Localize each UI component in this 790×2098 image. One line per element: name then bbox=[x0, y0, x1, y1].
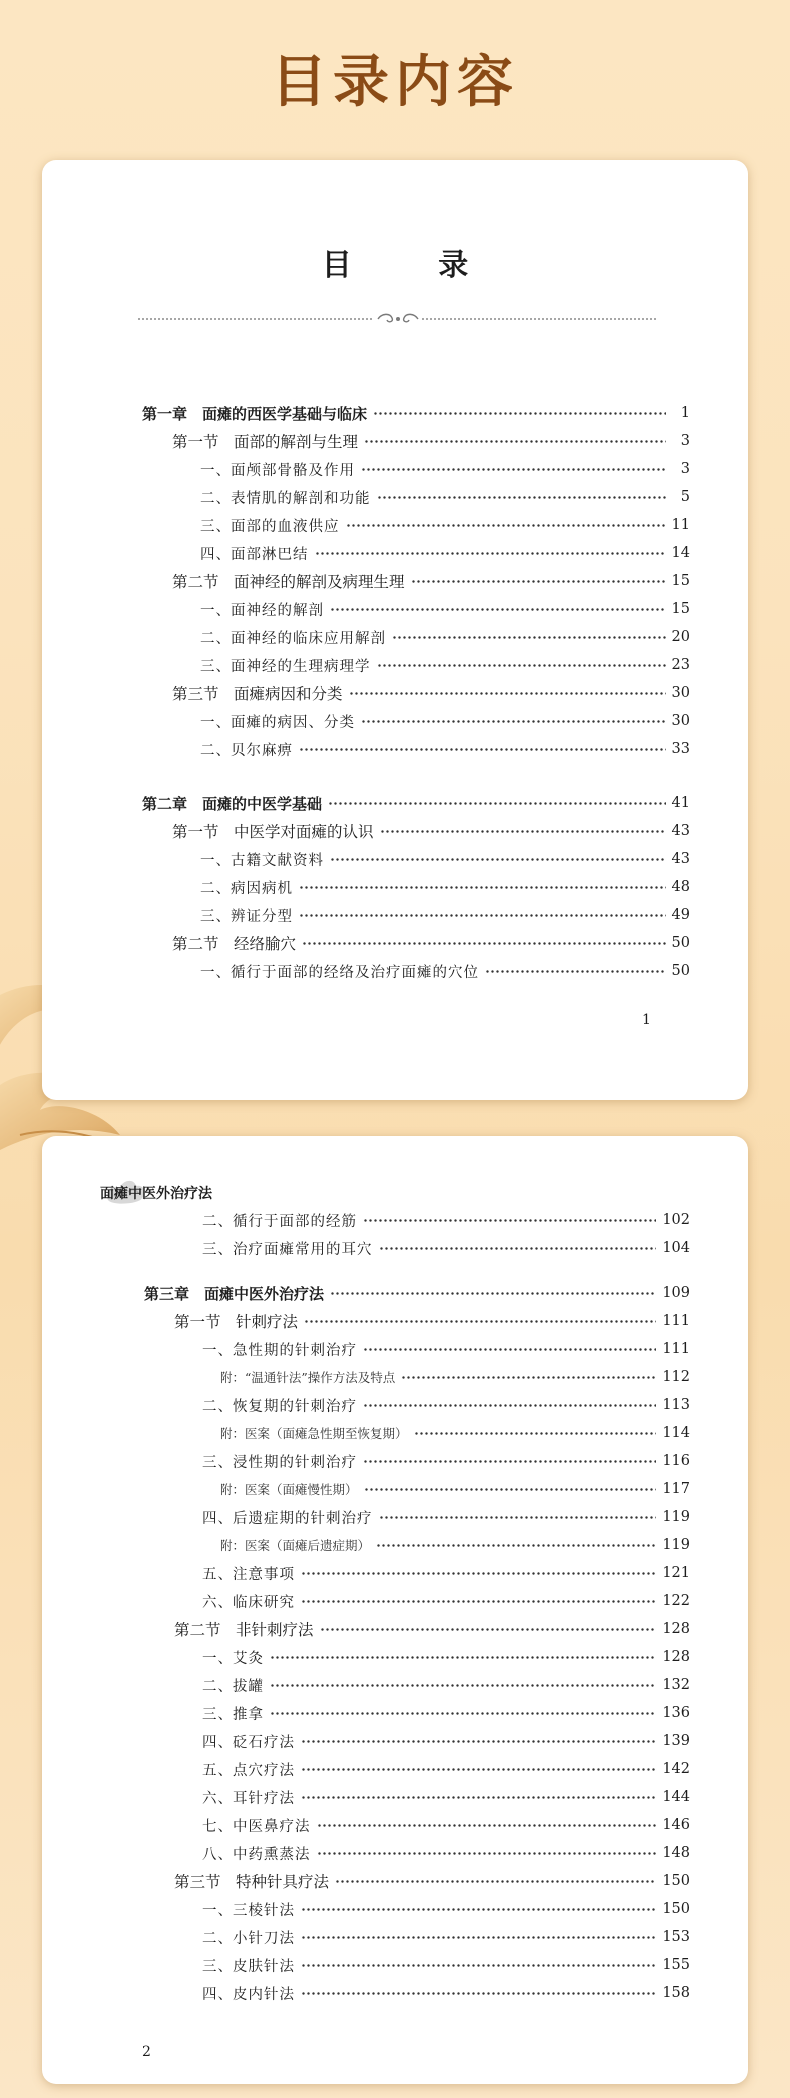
toc-entry-title: 二、表情肌的解剖和功能 bbox=[200, 490, 371, 507]
toc-entry-page: 119 bbox=[662, 1509, 690, 1525]
toc-entry-page: 30 bbox=[671, 713, 690, 729]
toc-entry-item bbox=[202, 1729, 690, 1753]
dot-leader bbox=[301, 1796, 656, 1799]
toc-entry-title: 附：“温通针法”操作方法及特点 bbox=[220, 1370, 396, 1385]
dot-leader bbox=[317, 1852, 657, 1855]
toc-entry-title: 六、临床研究 bbox=[202, 1594, 295, 1611]
dot-leader bbox=[392, 636, 666, 639]
page-number: 1 bbox=[642, 1012, 651, 1028]
toc-entry-title: 附：医案（面瘫后遗症期） bbox=[220, 1538, 371, 1553]
toc-entry-item bbox=[200, 875, 690, 899]
toc-entry-section bbox=[174, 1869, 690, 1893]
toc-entry-chapter bbox=[144, 1281, 690, 1305]
dot-leader bbox=[377, 496, 667, 499]
toc-entry-title: 二、恢复期的针刺治疗 bbox=[202, 1398, 357, 1415]
toc-entry-title: 一、面神经的解剖 bbox=[200, 602, 324, 619]
toc-entry-page: 136 bbox=[662, 1705, 690, 1721]
dot-leader bbox=[330, 858, 666, 861]
toc-entry-item bbox=[202, 1393, 690, 1417]
toc-title: 目 录 bbox=[321, 248, 507, 283]
toc-entry-title: 第三节 面瘫病因和分类 bbox=[172, 685, 343, 703]
toc-entry-title: 一、艾灸 bbox=[202, 1650, 264, 1667]
dot-leader bbox=[317, 1824, 657, 1827]
toc-entry-page: 122 bbox=[662, 1593, 690, 1609]
toc-entry-page: 132 bbox=[662, 1677, 690, 1693]
toc-entry-item bbox=[202, 1785, 690, 1809]
toc-entry-page: 158 bbox=[662, 1985, 690, 2001]
dot-leader bbox=[349, 692, 666, 695]
toc-entry-item bbox=[200, 737, 690, 761]
toc-entry-page: 50 bbox=[671, 963, 690, 979]
dot-leader bbox=[363, 1404, 656, 1407]
toc-entry-page: 49 bbox=[671, 907, 690, 923]
toc-entry-item bbox=[202, 1757, 690, 1781]
toc-entry-title: 第三章 面瘫中医外治疗法 bbox=[144, 1284, 325, 1303]
toc-entry-section bbox=[174, 1617, 690, 1641]
dot-leader bbox=[380, 830, 666, 833]
toc-entry-page: 119 bbox=[662, 1537, 690, 1553]
dot-leader bbox=[299, 886, 666, 889]
toc-entry-page: 20 bbox=[671, 629, 690, 645]
toc-entry-title: 三、皮肤针法 bbox=[202, 1958, 295, 1975]
toc-entry-item bbox=[202, 1505, 690, 1529]
toc-entry-item bbox=[200, 485, 690, 509]
toc-entry-item bbox=[200, 457, 690, 481]
dot-leader bbox=[270, 1656, 656, 1659]
toc-entry-note bbox=[220, 1421, 690, 1445]
dot-leader bbox=[301, 1768, 656, 1771]
toc-entry-item bbox=[200, 653, 690, 677]
toc-entry-title: 五、注意事项 bbox=[202, 1566, 295, 1583]
toc-entry-page: 33 bbox=[671, 741, 690, 757]
toc-entry-title: 三、面神经的生理病理学 bbox=[200, 658, 371, 675]
dot-leader bbox=[346, 524, 666, 527]
dot-leader bbox=[379, 1247, 657, 1250]
dot-leader bbox=[363, 1460, 656, 1463]
toc-entry-page: 48 bbox=[671, 879, 690, 895]
toc-entry-note bbox=[220, 1477, 690, 1501]
running-head: 面瘫中医外治疗法 bbox=[100, 1186, 212, 1202]
toc-entry-page: 121 bbox=[662, 1565, 690, 1581]
dot-leader bbox=[411, 580, 666, 583]
toc-entry-item bbox=[202, 1645, 690, 1669]
toc-entry-page: 23 bbox=[671, 657, 690, 673]
toc-entry-title: 五、点穴疗法 bbox=[202, 1762, 295, 1779]
toc-entry-page: 111 bbox=[662, 1313, 690, 1329]
toc-entry-page: 5 bbox=[680, 489, 690, 505]
divider-ornament-icon bbox=[138, 312, 658, 326]
toc-entry-title: 第二节 面神经的解剖及病理生理 bbox=[172, 573, 405, 591]
toc-entry-section bbox=[172, 931, 690, 955]
toc-entry-page: 50 bbox=[671, 935, 690, 951]
toc-entry-page: 128 bbox=[662, 1621, 690, 1637]
toc-entry-section bbox=[172, 681, 690, 705]
dot-leader bbox=[330, 1292, 656, 1295]
toc-entry-title: 六、耳针疗法 bbox=[202, 1790, 295, 1807]
toc-entry-title: 一、面颅部骨骼及作用 bbox=[200, 462, 355, 479]
page-header-title: 目录内容 bbox=[271, 50, 519, 115]
toc-entry-title: 附：医案（面瘫急性期至恢复期） bbox=[220, 1426, 408, 1441]
toc-entry-page: 109 bbox=[662, 1285, 690, 1301]
toc-entry-page: 43 bbox=[671, 823, 690, 839]
toc-page-2 bbox=[42, 1136, 748, 2084]
dot-leader bbox=[330, 608, 666, 611]
toc-entry-section bbox=[174, 1309, 690, 1333]
toc-entry-title: 一、急性期的针刺治疗 bbox=[202, 1342, 357, 1359]
toc-entry-item bbox=[202, 1841, 690, 1865]
dot-leader bbox=[301, 1600, 656, 1603]
toc-entry-title: 二、拔罐 bbox=[202, 1678, 264, 1695]
dot-leader bbox=[301, 1964, 656, 1967]
dot-leader bbox=[302, 942, 666, 945]
toc-entry-item bbox=[202, 1449, 690, 1473]
toc-entry-item bbox=[202, 1897, 690, 1921]
toc-entry-section bbox=[172, 569, 690, 593]
toc-entry-page: 153 bbox=[662, 1929, 690, 1945]
toc-entry-page: 117 bbox=[662, 1481, 690, 1497]
dot-leader bbox=[270, 1712, 656, 1715]
toc-entry-title: 三、面部的血液供应 bbox=[200, 518, 340, 535]
toc-entry-page: 11 bbox=[671, 517, 690, 533]
toc-entry-title: 四、后遗症期的针刺治疗 bbox=[202, 1510, 373, 1527]
toc-entry-page: 116 bbox=[662, 1453, 690, 1469]
toc-entry-page: 102 bbox=[662, 1212, 690, 1228]
dot-leader bbox=[299, 914, 666, 917]
toc-entry-page: 3 bbox=[680, 433, 690, 449]
toc-entry-title: 四、皮内针法 bbox=[202, 1986, 295, 2003]
dot-leader bbox=[364, 440, 666, 443]
toc-entry-page: 139 bbox=[662, 1733, 690, 1749]
toc-entry-title: 七、中医鼻疗法 bbox=[202, 1818, 311, 1835]
toc-entry-title: 第一章 面瘫的西医学基础与临床 bbox=[142, 404, 368, 423]
toc-entry-page: 146 bbox=[662, 1817, 690, 1833]
toc-entry-title: 二、面神经的临床应用解剖 bbox=[200, 630, 386, 647]
toc-entry-title: 一、三棱针法 bbox=[202, 1902, 295, 1919]
dot-leader bbox=[301, 1740, 656, 1743]
toc-entry-title: 一、古籍文献资料 bbox=[200, 852, 324, 869]
toc-entry-note bbox=[220, 1533, 690, 1557]
toc-entry-title: 第三节 特种针具疗法 bbox=[174, 1873, 330, 1891]
toc-entry-page: 150 bbox=[662, 1873, 690, 1889]
dot-leader bbox=[320, 1628, 657, 1631]
dot-leader bbox=[361, 468, 666, 471]
toc-entry-item bbox=[202, 1701, 690, 1725]
toc-entry-item bbox=[202, 1337, 690, 1361]
toc-entry-title: 第一节 针刺疗法 bbox=[174, 1313, 299, 1331]
toc-entry-page: 155 bbox=[662, 1957, 690, 1973]
toc-entry-title: 三、浸性期的针刺治疗 bbox=[202, 1454, 357, 1471]
dot-leader bbox=[363, 1348, 656, 1351]
toc-entry-title: 三、推拿 bbox=[202, 1706, 264, 1723]
dot-leader bbox=[335, 1880, 656, 1883]
toc-entry-title: 二、病因病机 bbox=[200, 880, 293, 897]
dot-leader bbox=[379, 1516, 657, 1519]
toc-entry-item bbox=[200, 903, 690, 927]
toc-entry-page: 104 bbox=[662, 1240, 690, 1256]
toc-entry-item bbox=[202, 1236, 690, 1260]
toc-entry-title: 二、贝尔麻痹 bbox=[200, 742, 293, 759]
toc-entry-page: 3 bbox=[680, 461, 690, 477]
toc-entry-item bbox=[202, 1981, 690, 2005]
toc-entry-item bbox=[202, 1589, 690, 1613]
toc-entry-item bbox=[200, 625, 690, 649]
toc-entry-page: 112 bbox=[662, 1369, 690, 1385]
toc-entry-title: 八、中药熏蒸法 bbox=[202, 1846, 311, 1863]
toc-entry-chapter bbox=[142, 401, 690, 425]
toc-entry-title: 二、循行于面部的经筋 bbox=[202, 1213, 357, 1230]
toc-entry-page: 41 bbox=[671, 795, 690, 811]
toc-entry-title: 第二节 经络腧穴 bbox=[172, 935, 297, 953]
toc-entry-title: 附：医案（面瘫慢性期） bbox=[220, 1482, 358, 1497]
toc-entry-title: 第二节 非针刺疗法 bbox=[174, 1621, 314, 1639]
dot-leader bbox=[301, 1936, 656, 1939]
toc-entry-title: 一、面瘫的病因、分类 bbox=[200, 714, 355, 731]
dot-leader bbox=[485, 970, 666, 973]
toc-entry-title: 三、治疗面瘫常用的耳穴 bbox=[202, 1241, 373, 1258]
dot-leader bbox=[299, 748, 666, 751]
dot-leader bbox=[376, 1544, 656, 1547]
toc-entry-chapter bbox=[142, 791, 690, 815]
toc-entry-title: 四、面部淋巴结 bbox=[200, 546, 309, 563]
toc-entry-page: 148 bbox=[662, 1845, 690, 1861]
toc-entry-title: 四、砭石疗法 bbox=[202, 1734, 295, 1751]
toc-entry-item bbox=[200, 959, 690, 983]
dot-leader bbox=[414, 1432, 657, 1435]
toc-entry-item bbox=[200, 847, 690, 871]
dot-leader bbox=[270, 1684, 656, 1687]
toc-entry-page: 15 bbox=[671, 573, 690, 589]
dot-leader bbox=[301, 1992, 656, 1995]
toc-entry-title: 第一节 面部的解剖与生理 bbox=[172, 433, 359, 451]
toc-entry-section bbox=[172, 429, 690, 453]
dot-leader bbox=[401, 1376, 656, 1379]
dot-leader bbox=[301, 1572, 656, 1575]
toc-entry-page: 1 bbox=[680, 405, 690, 421]
toc-entry-page: 114 bbox=[662, 1425, 690, 1441]
dot-leader bbox=[304, 1320, 656, 1323]
dot-leader bbox=[361, 720, 666, 723]
toc-entry-item bbox=[202, 1953, 690, 1977]
dot-leader bbox=[377, 664, 666, 667]
toc-entry-item bbox=[200, 709, 690, 733]
page-number: 2 bbox=[142, 2044, 151, 2060]
toc-entry-page: 144 bbox=[662, 1789, 690, 1805]
toc-entry-title: 第一节 中医学对面瘫的认识 bbox=[172, 823, 374, 841]
toc-entry-item bbox=[202, 1561, 690, 1585]
toc-page-1 bbox=[42, 160, 748, 1100]
toc-entry-title: 第二章 面瘫的中医学基础 bbox=[142, 794, 323, 813]
toc-entry-item bbox=[200, 597, 690, 621]
toc-entry-page: 150 bbox=[662, 1901, 690, 1917]
toc-entry-title: 一、循行于面部的经络及治疗面瘫的穴位 bbox=[200, 964, 479, 981]
dot-leader bbox=[364, 1488, 657, 1491]
toc-entry-page: 30 bbox=[671, 685, 690, 701]
dot-leader bbox=[373, 412, 666, 415]
toc-entry-page: 15 bbox=[671, 601, 690, 617]
toc-entry-page: 128 bbox=[662, 1649, 690, 1665]
toc-entry-page: 111 bbox=[662, 1341, 690, 1357]
dot-leader bbox=[328, 802, 666, 805]
toc-entry-page: 142 bbox=[662, 1761, 690, 1777]
toc-entry-note bbox=[220, 1365, 690, 1389]
toc-entry-item bbox=[202, 1813, 690, 1837]
toc-entry-item bbox=[202, 1925, 690, 1949]
toc-entry-item bbox=[202, 1673, 690, 1697]
toc-entry-page: 14 bbox=[671, 545, 690, 561]
toc-entry-section bbox=[172, 819, 690, 843]
toc-entry-item bbox=[202, 1208, 690, 1232]
toc-entry-item bbox=[200, 513, 690, 537]
dot-leader bbox=[301, 1908, 656, 1911]
dot-leader bbox=[363, 1219, 656, 1222]
dot-leader bbox=[315, 552, 666, 555]
toc-entry-page: 113 bbox=[662, 1397, 690, 1413]
toc-entry-title: 三、辨证分型 bbox=[200, 908, 293, 925]
toc-entry-title: 二、小针刀法 bbox=[202, 1930, 295, 1947]
toc-entry-page: 43 bbox=[671, 851, 690, 867]
toc-entry-item bbox=[200, 541, 690, 565]
